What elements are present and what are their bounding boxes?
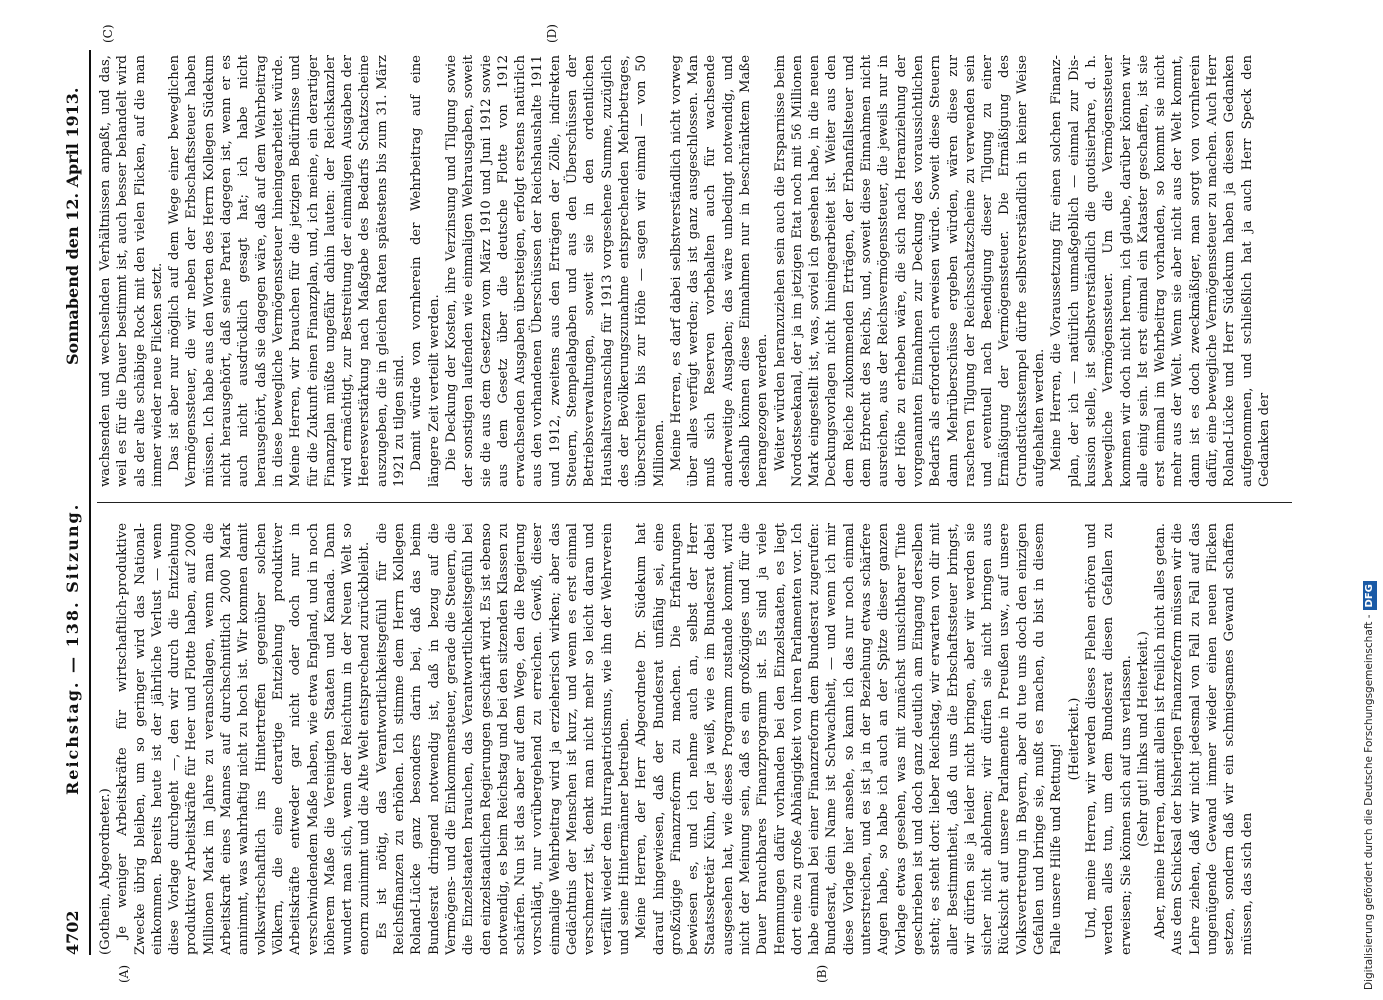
paragraph: Die Deckung der Kosten, ihre Verzinsung und Tilgung sowie der sonstigen laufenden wie einmaligen Wehrausgaben, soweit sie die aus dem Gesetzen vom März 1910 und Juni 1912 sowie aus dem Gesetz über die deutsche Flotte von 1912 erwachsenden Ausgaben übersteigen, erfolgt erstens natürlich aus den vorhandenen Überschüssen der Reichshaushalte 1911 und 1912, zweitens aus den Erträgen der Zölle, indirekten Steuern, Stempelabgaben und aus den Überschüssen der Betriebsverwaltungen, soweit sie in den ordentlichen Haushaltsvoranschlag für 1913 vorgesehene Summe, zuzüglich des der Bevölkerungszunahme entsprechenden Mehrbetrages, überschreiten bis zur Höhe — sagen wir einmal — von 50 Millionen. — [443, 55, 667, 487]
paragraph: Es ist nötig, das Verantwortlichkeitsgefühl für die Reichsfinanzen zu erhöhen. Ich stimme dem Herrn Kollegen Roland-Lücke ganz besonders darin bei, daß das beim Bundesrat dringend notwendig ist, daß in bezug auf die Vermögens- und die Einkommensteuer, gerade die Steuern, die die Einzelstaaten brauchen, das Verantwortlichkeitsgefühl bei den einzelstaatlichen Regierungen geschärft wird. Es ist ebenso notwendig, es beim Reichstag und bei den sitzenden Klassen zu schärfen. Nun ist das aber auf dem Wege, den die Regierung vorschlägt, nur vorübergehend zu erreichen. Gewiß, dieser einmalige Wehrbeitrag wird ja erzieherisch wirken; aber das Gedächtnis der Menschen ist kurz, und wenn es erst einmal verschmerzt ist, denkt man nicht mehr so leicht daran und verfällt wieder dem Hurrapatriotismus, wie ihn der Wehrverein und seine Hintermänner betreiben. — [374, 523, 632, 955]
margin-marker-b: (B) — [815, 964, 829, 983]
page-number: 4702 — [63, 910, 82, 955]
margin-marker-d: (D) — [545, 24, 559, 43]
paragraph: Je weniger Arbeitskräfte für wirtschaftlich-produktive Zwecke übrig bleiben, um so geringer wird das Nationaleinkommen. Bereits heute ist der jährliche Verlust — wenn diese Vorlage durchgeht —, den wir durch die Entziehung produktiver Arbeitskräfte für Heer und Flotte haben, auf 2000 Millionen Mark im Jahre zu veranschlagen, wenn man die Arbeitskraft eines Mannes auf durchschnittlich 2000 Mark annimmt, was wahrhaftig nicht zu hoch ist. Wir kommen damit volkswirtschaftlich ins Hintertreffen gegenüber solchen Völkern, die eine derartige Entziehung produktiver Arbeitskräfte entweder gar nicht oder doch nur in verschwindendem Maße haben, wie etwa England, und in noch höherem Maße die Vereinigten Staaten und Kanada. Dann wundert man sich, wenn der Reichtum in der Neuen Welt so enorm zunimmt und die Alte Welt entsprechend zurückbleibt. — [115, 523, 373, 955]
digitization-credit — [1358, 10, 1380, 990]
paragraph: Aber, meine Herren, damit allein ist freilich nicht alles getan. Aus dem Schicksal der bisherigen Finanzreform müssen wir die Lehre ziehen, daß wir nicht jedesmal von Fall zu Fall auf das ungenügende Gewand immer wieder einen neuen Flicken setzen, sondern daß wir ein schmiegsames Gewand schaffen müssen, das sich den — [1153, 523, 1255, 955]
digitization-credit-text — [1358, 10, 1380, 990]
header-rule — [89, 50, 91, 955]
paragraph: Damit würde von vornherein der Wehrbeitrag auf eine längere Zeit verteilt werden. — [409, 55, 442, 487]
speaker-name: (Gothein, Abgeordneter.) — [98, 788, 113, 955]
applause-note: (Heiterkeit.) — [1066, 697, 1082, 781]
margin-marker-c: (C) — [101, 24, 115, 43]
session-date: Sonnabend den 12. April 1913. — [63, 87, 82, 365]
paragraph: Meine Herren, es darf dabei selbstverständlich nicht vorweg über alles verfügt werden; das ist ganz ausgeschlossen. Man muß sich Reserven vorbehalten auch für wachsende anderweitige Ausgaben; das wäre unbedingt notwendig, und deshalb können diese Einnahmen nur in beschränktem Maße herangezogen werden. — [668, 55, 771, 487]
page-header — [55, 50, 89, 955]
document-page — [55, 24, 1305, 983]
paragraph: Das ist aber nur möglich auf dem Wege einer beweglichen Vermögenssteuer, die wir neben der Erbschaftssteuer haben müssen. Ich habe aus den Worten des Herrn Kollegen Südekum nicht herausgehört, daß seine Partei dagegen ist, wenn er es auch nicht ausdrücklich gesagt hat; ich habe nicht herausgehört, daß sie dagegen wäre, daß auf dem Wehrbeitrag in diese bewegliche Vermögenssteuer hineingearbeitet würde. Meine Herren, wir brauchen für die jetzigen Bedürfnisse und für die Zukunft einen Finanzplan, und, ich meine, ein derartiger Finanzplan müßte ungefähr dahin lauten: der Reichskanzler wird ermächtigt, zur Bestreitung der einmaligen Ausgaben der Heeresverstärkung nach Maßgabe des Bedarfs Schatzscheine auszugeben, die in gleichen Raten spätestens bis zum 31. März 1921 zu tilgen sind. — [167, 55, 408, 487]
paragraph: wachsenden und wechselnden Verhältnissen anpaßt, und das, weil es für die Dauer bestimmt ist, auch besser behandelt wird als der alte schäbige Rock mit den vielen Flicken, auf die man immer wieder neue Flicken setzt. — [98, 55, 165, 487]
applause-note: (Sehr gut! links und Heiterkeit.) — [1135, 631, 1151, 847]
paragraph: Und, meine Herren, wir werden dieses Flehen erhören und werden alles tun, um dem Bundesrat diesen Gefallen zu erweisen; Sie können sich auf uns verlassen. — [1083, 523, 1134, 955]
paragraph: Meine Herren, der Herr Abgeordnete Dr. Südekum hat darauf hingewiesen, daß der Bundesrat unfähig sei, eine großzügige Finanzreform zu machen. Die Erfahrungen bewiesen es, und ich nehme auch an, selbst der Herr Staatssekretär Kühn, der ja weiß, wie es im Bundesrat dabei ausgesehen hat, wie dieses Programm zustande kommt, wird nicht der Meinung sein, daß es ein großzügiges und für die Dauer brauchbares Finanzprogramm ist. Es sind ja viele Hemmungen dafür vorhanden bei den Einzelstaaten, es liegt dort eine zu große Abhängigkeit von ihren Parlamenten vor. Ich habe einmal bei einer Finanzreform dem Bundesrat zugerufen: Bundesrat, dein Name ist Schwachheit, — und wenn ich mir diese Vorlage hier ansehe, so kann ich das nur noch einmal unterstreichen, und es ist ja in der Beziehung etwas schärfere Augen habe, so habe ich auch an der Spitze dieser ganzen Vorlage etwas gesehen, was mit zunächst unsichtbarer Tinte geschrieben ist und doch ganz deutlich am Eingang derselben steht; es steht dort: lieber Reichstag, wir erwarten von dir mit aller Bestimmtheit, daß du uns die Erbschaftssteuer bringst, wir dürfen sie ja leider nicht bringen, aber wir werden sie sicher nicht ablehnen; wir dürfen sie nicht bringen aus Rücksicht auf unsere Parlamente in Preußen usw., auf unsere Volksvertretung in Bayern, aber du tue uns doch den einzigen Gefallen und bringe sie, mußt es machen, du bist in diesem Falle unsere Hilfe und Rettung! — [634, 523, 1065, 955]
page-title: Reichstag. — 138. Sitzung. — [63, 502, 82, 795]
margin-marker-a: (A) — [117, 964, 131, 983]
column-divider — [97, 502, 1292, 503]
dfg-logo: DFG — [1363, 581, 1377, 610]
credit-label: Digitalisierung gefördert durch die Deutsche Forschungsgemeinschaft - — [1363, 614, 1375, 990]
paragraph: Weiter würden heranzuziehen sein auch die Ersparnisse beim Nordostseekanal, der ja im jetzigen Etat noch mit 56 Millionen Mark eingestellt ist, was, soviel ich gesehen habe, in die neuen Deckungsvorlagen nicht hineingearbeitet ist. Weiter aus den dem Reiche zukommenden Erträgen, der Erbanfallsteuer und dem Erbrecht des Reichs, und, soweit diese Einnahmen nicht ausreichen, aus der Reichsvermögenssteuer, die jeweils nur in der Höhe zu erheben wäre, die sich nach Heranziehung der vorgenannten Einnahmen zur Deckung des voraussichtlichen Bedarfs als erforderlich erweisen würde. Soweit diese Steuern dann Mehrüberschüsse ergeben würden, wären diese zur rascheren Tilgung der Reichsschatzscheine zu verwenden sein und eventuell nach Beendigung dieser Tilgung zu einer Ermäßigung der Vermögenssteuer. Die Ermäßigung des Grundstücksstempel dürfte selbstverständlich in keiner Weise aufgehalten werden. — [772, 55, 1048, 487]
right-column — [97, 55, 1292, 487]
left-column — [97, 523, 1292, 955]
paragraph: Meine Herren, die Voraussetzung für einen solchen Finanzplan, der ich — natürlich unmaßgeblich — einmal zur Diskussion stelle, ist selbstverständlich die quotisierbare, d. h. bewegliche Vermögenssteuer. Um die Vermögenssteuer kommen wir doch nicht herum, ich glaube, darüber können wir alle einig sein. Ist erst einmal ein Kataster geschaffen, ist sie erst einmal im Wehrbeitrag vorhanden, so kommt sie nicht mehr aus der Welt. Wenn sie aber nicht aus der Welt kommt, dann ist es doch zweckmäßiger, man sorgt von vornherein dafür, eine bewegliche Vermögenssteuer zu machen. Auch Herr Roland-Lücke und Herr Südekum haben ja diesen Gedanken aufgenommen, und schließlich hat ja auch Herr Speck den Gedanken der — [1049, 55, 1272, 487]
